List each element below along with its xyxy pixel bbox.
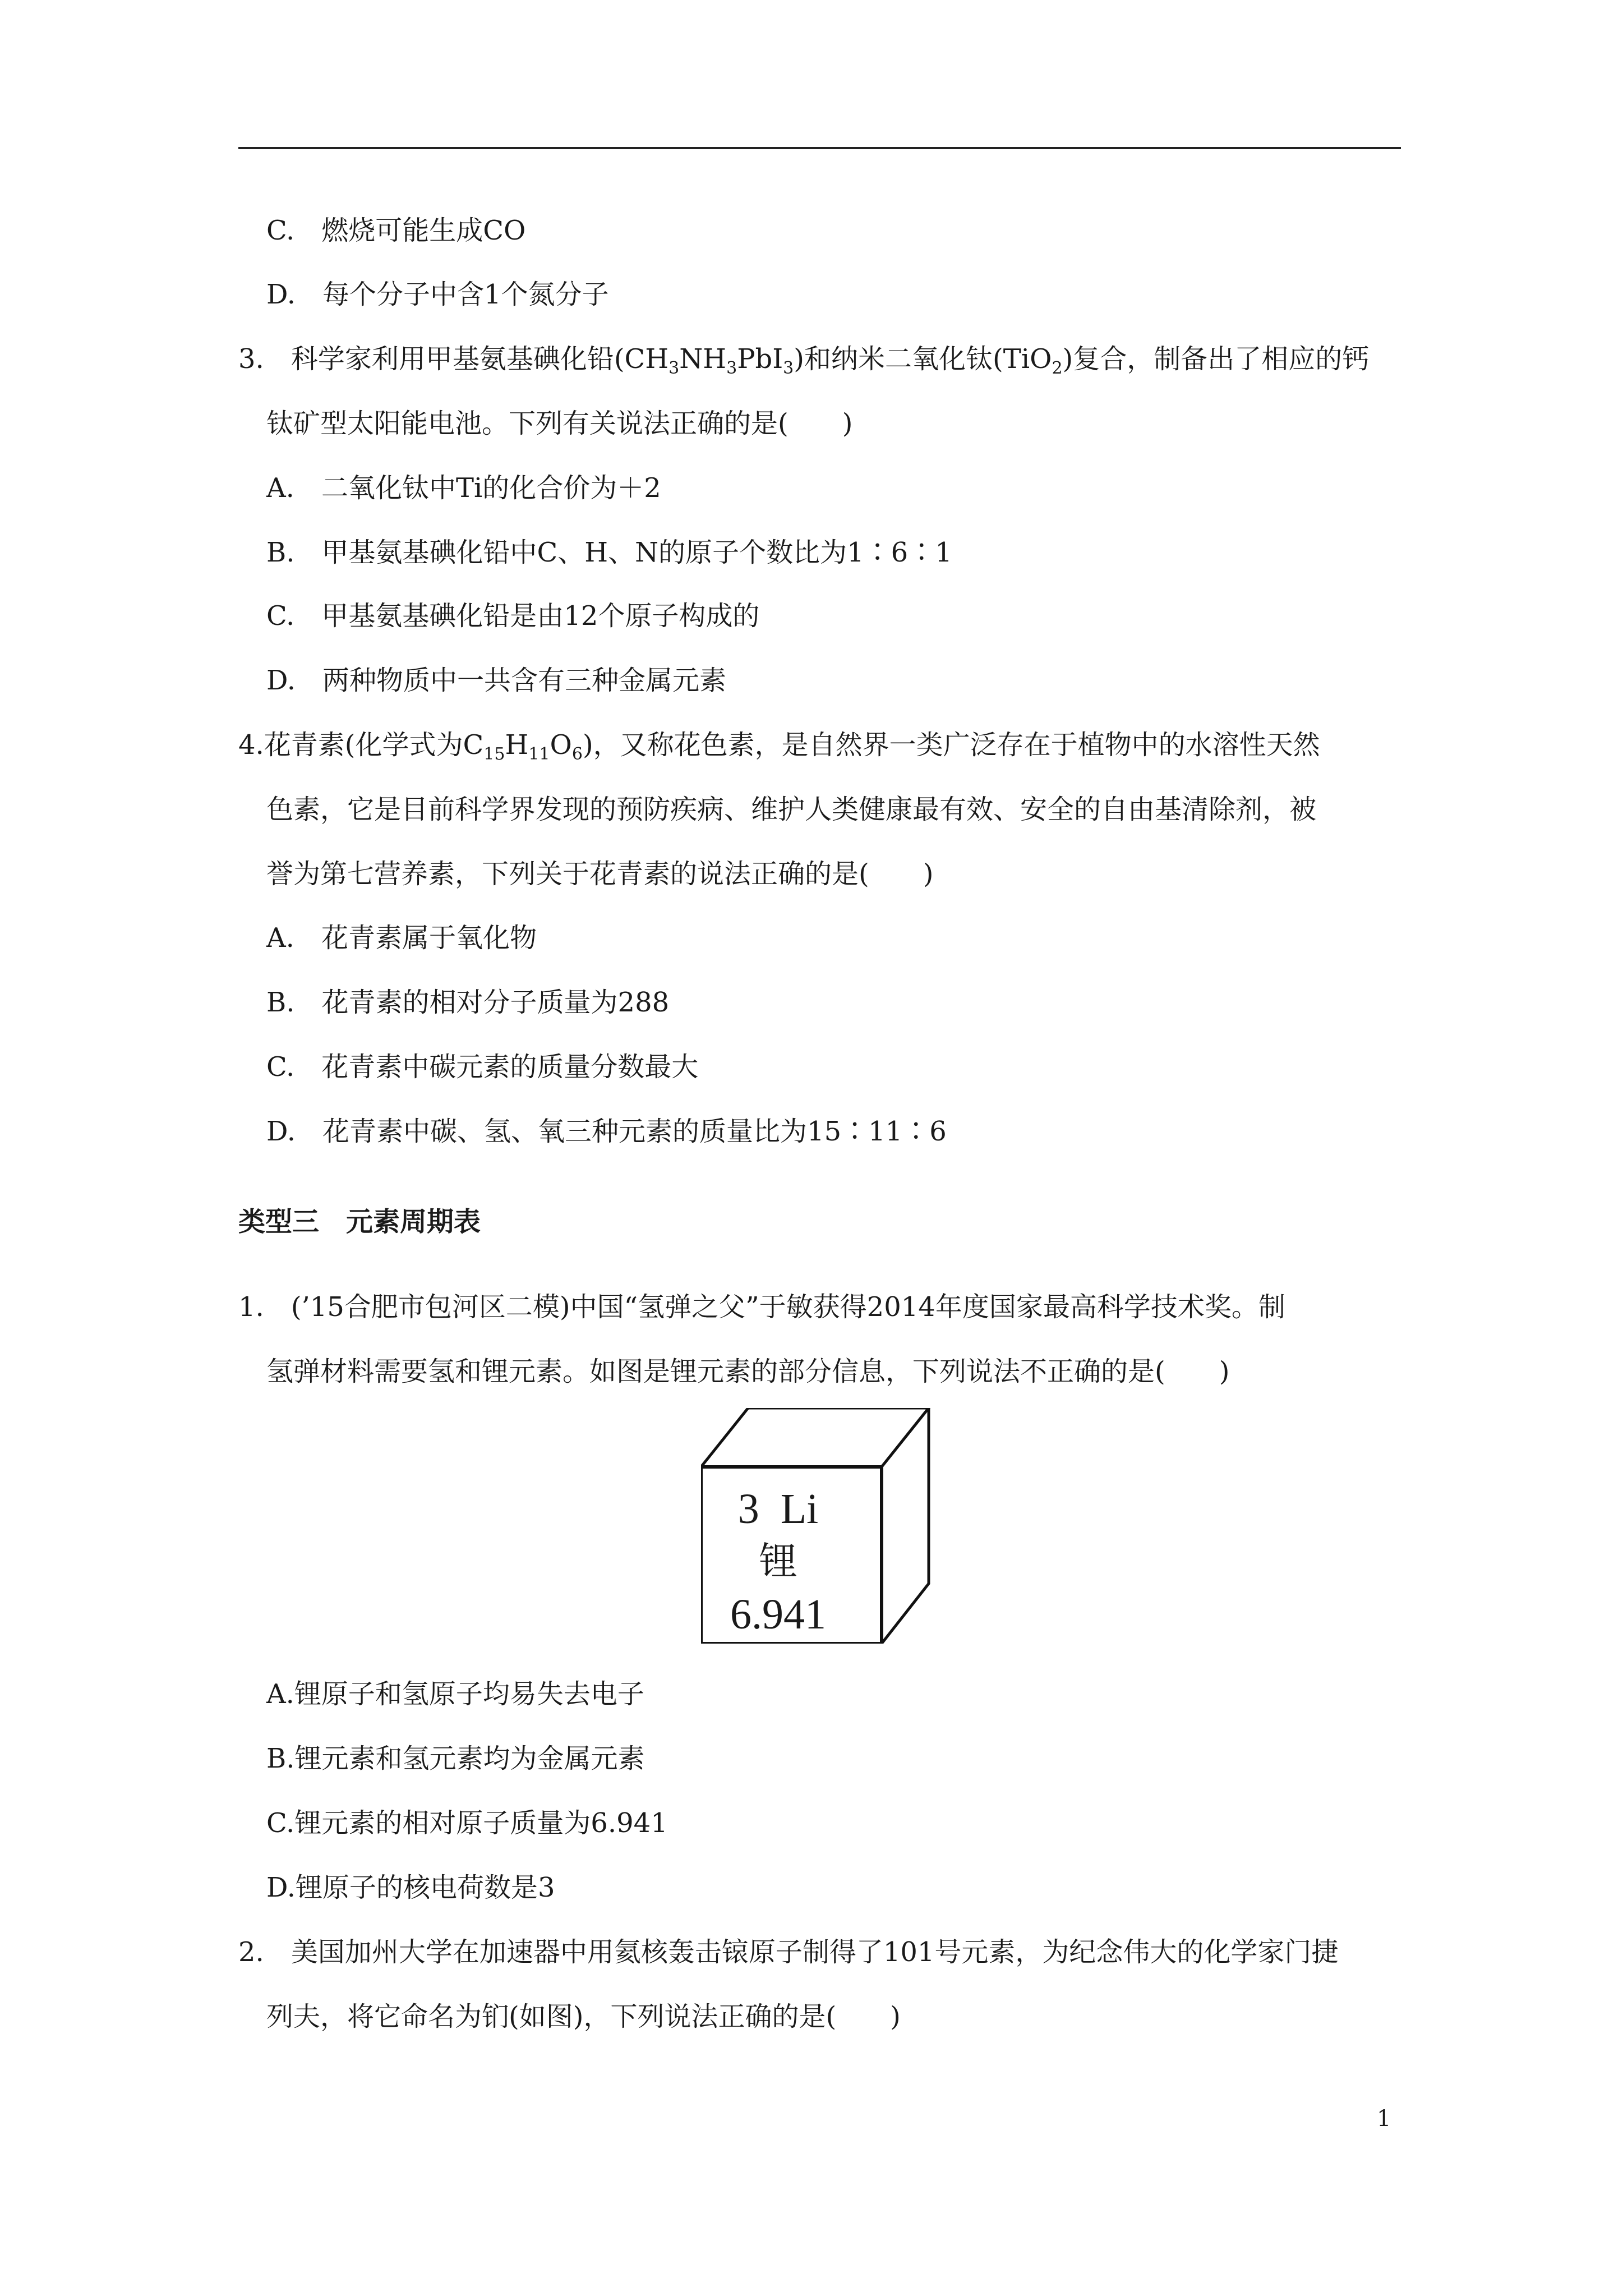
s3q1-stem-line1: 1. (’15合肥市包河区二模)中国“氢弹之父”于敏获得2014年度国家最高科学技术奖。制: [238, 1291, 1285, 1323]
header-rule: [238, 147, 1401, 149]
q4-stem-line1: 4.花青素(化学式为$C_{15}H_{11}O_6$)，又称花色素，是自然界一类广泛存在于植物中的水溶性天然: [238, 729, 1320, 764]
element-mass: 6.941: [730, 1591, 826, 1638]
q4-stem-line2: 色素，它是目前科学界发现的预防疾病、维护人类健康最有效、安全的自由基清除剂，被: [266, 794, 1317, 825]
q4-option-b: B. 花青素的相对分子质量为288: [266, 987, 670, 1018]
page-number: 1: [1377, 2106, 1391, 2132]
q4-option-a: A. 花青素属于氧化物: [266, 922, 537, 954]
q4-option-d: D. 花青素中碳、氢、氧三种元素的质量比为15∶11∶6: [266, 1116, 947, 1147]
q3-stem-line1: 3. 科学家利用甲基氨基碘化铅$(CH_3NH_3PbI_3)$和纳米二氧化钛(TiO$_2$)复合，制备出了相应的钙: [238, 343, 1370, 378]
q3-stem-line2: 钛矿型太阳能电池。下列有关说法正确的是( ): [266, 408, 853, 439]
option-c-prev: C. 燃烧可能生成CO: [266, 215, 526, 246]
s3q1-stem-line2: 氢弹材料需要氢和锂元素。如图是锂元素的部分信息，下列说法不正确的是( ): [266, 1356, 1230, 1387]
s3q1-option-d: D.锂原子的核电荷数是3: [266, 1872, 555, 1903]
q3-option-a: A. 二氧化钛中Ti的化合价为＋2: [266, 472, 661, 504]
q3-option-b: B. 甲基氨基碘化铅中C、H、N的原子个数比为1∶6∶1: [266, 537, 952, 568]
s3q2-stem-line2: 列夫，将它命名为钔(如图)，下列说法正确的是( ): [266, 2001, 901, 2032]
q4-option-c: C. 花青素中碳元素的质量分数最大: [266, 1051, 699, 1083]
option-d-prev: D. 每个分子中含1个氮分子: [266, 279, 609, 310]
q3-option-c: C. 甲基氨基碘化铅是由12个原子构成的: [266, 600, 760, 632]
s3q2-stem-line1: 2. 美国加州大学在加速器中用氦核轰击锿原子制得了101号元素，为纪念伟大的化学家门捷: [238, 1936, 1339, 1968]
q3-option-d: D. 两种物质中一共含有三种金属元素: [266, 665, 727, 696]
element-number-symbol: 3 Li: [737, 1485, 819, 1533]
s3q1-option-b: B.锂元素和氢元素均为金属元素: [266, 1743, 645, 1774]
s3q1-option-a: A.锂原子和氢原子均易失去电子: [266, 1678, 644, 1710]
s3q1-option-c: C.锂元素的相对原子质量为6.941: [266, 1807, 668, 1839]
section-heading: 类型三 元素周期表: [238, 1206, 481, 1237]
element-name: 锂: [759, 1540, 797, 1584]
q4-stem-line3: 誉为第七营养素，下列关于花青素的说法正确的是( ): [266, 858, 934, 890]
